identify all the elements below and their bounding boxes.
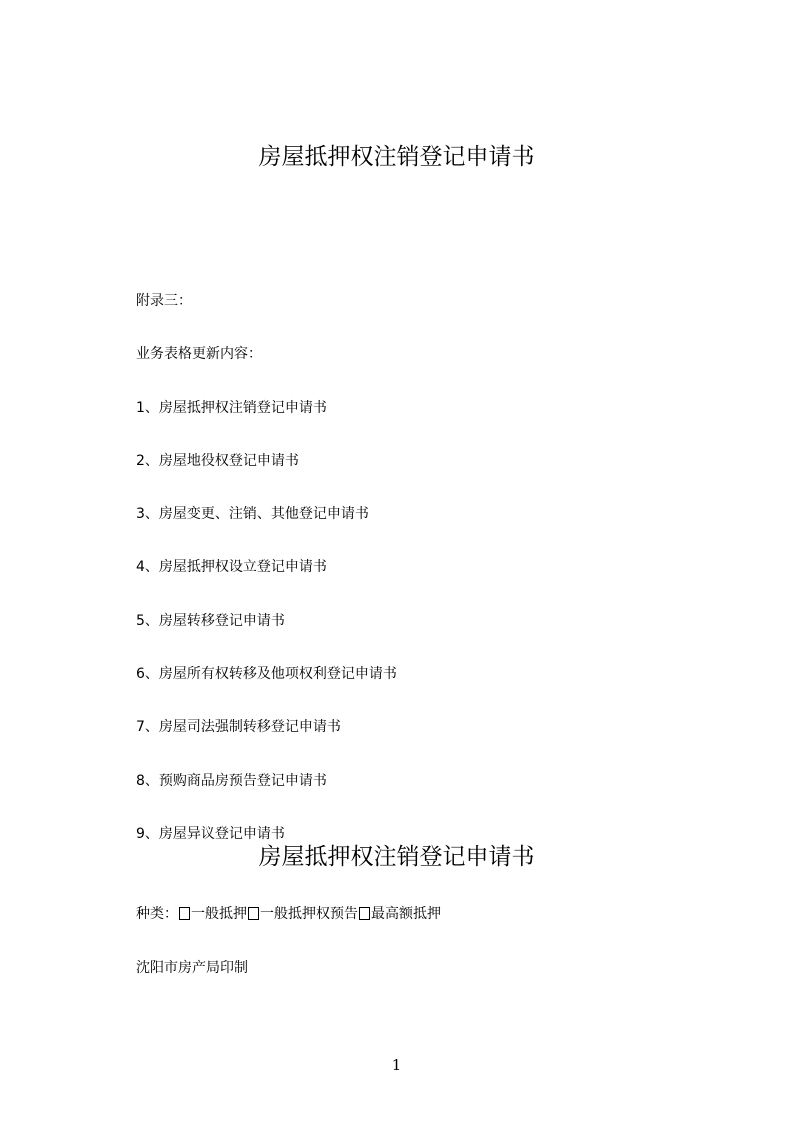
list-item: 2、房屋地役权登记申请书 bbox=[136, 453, 299, 469]
option-general-mortgage: 一般抵押 bbox=[191, 906, 247, 922]
form-title: 房屋抵押权注销登记申请书 bbox=[258, 844, 535, 870]
category-label: 种类： bbox=[136, 906, 178, 922]
page-number: 1 bbox=[391, 1056, 402, 1074]
list-item: 5、房屋转移登记申请书 bbox=[136, 613, 285, 629]
option-maximum-mortgage: 最高额抵押 bbox=[371, 906, 441, 922]
list-item: 4、房屋抵押权设立登记申请书 bbox=[136, 559, 327, 575]
checkbox-maximum-mortgage[interactable] bbox=[359, 907, 370, 920]
category-row bbox=[136, 904, 441, 924]
list-item: 9、房屋异议登记申请书 bbox=[136, 826, 285, 842]
list-item: 1、房屋抵押权注销登记申请书 bbox=[136, 400, 327, 416]
list-item: 6、房屋所有权转移及他项权利登记申请书 bbox=[136, 666, 397, 682]
printer-note: 沈阳市房产局印制 bbox=[136, 960, 248, 976]
list-item: 3、房屋变更、注销、其他登记申请书 bbox=[136, 506, 369, 522]
checkbox-mortgage-notice[interactable] bbox=[248, 907, 259, 920]
list-item: 8、预购商品房预告登记申请书 bbox=[136, 773, 327, 789]
option-mortgage-notice: 一般抵押权预告 bbox=[260, 906, 358, 922]
list-item: 7、房屋司法强制转移登记申请书 bbox=[136, 719, 341, 735]
document-title: 房屋抵押权注销登记申请书 bbox=[258, 144, 535, 170]
update-heading: 业务表格更新内容： bbox=[136, 346, 262, 362]
appendix-label: 附录三： bbox=[136, 293, 192, 309]
checkbox-general-mortgage[interactable] bbox=[179, 907, 190, 920]
